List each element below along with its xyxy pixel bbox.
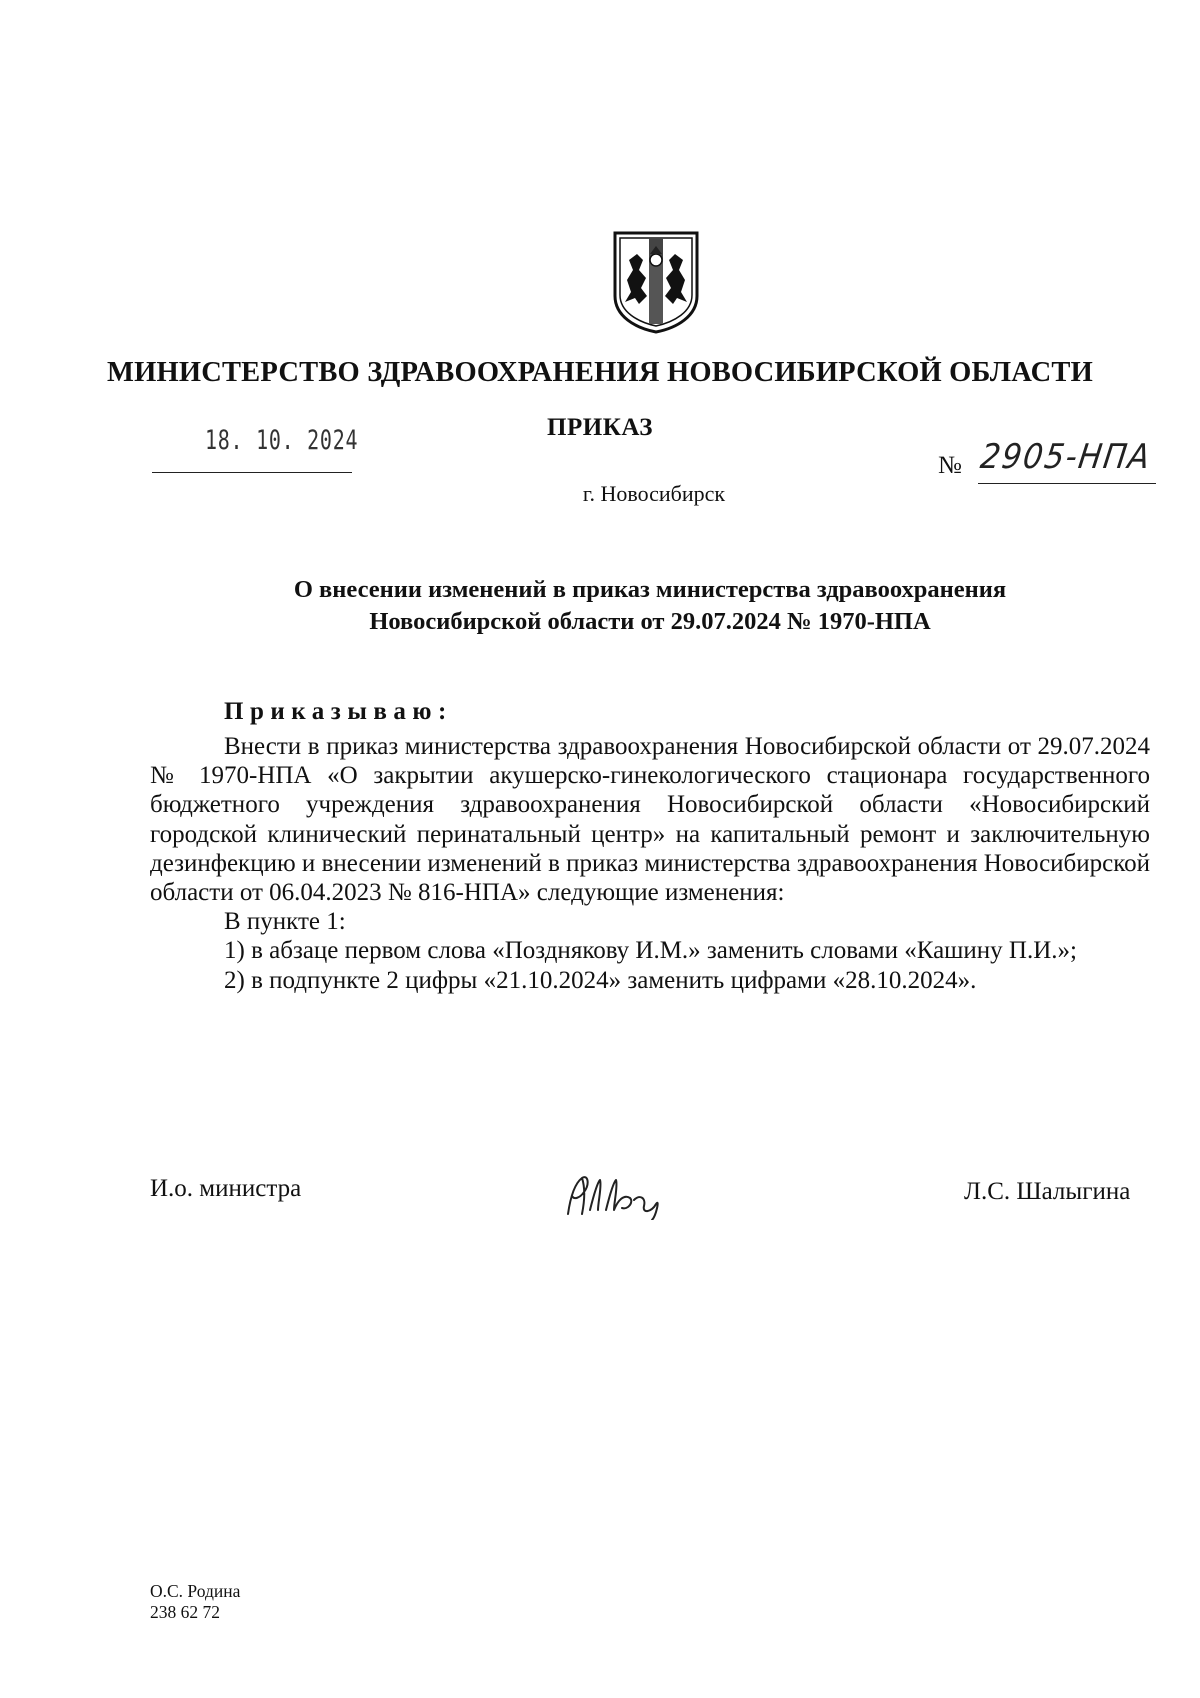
signer-title: И.о. министра [150, 1175, 302, 1202]
body-paragraph-3: 1) в абзаце первом слова «Позднякову И.М.» заменить словами «Кашину П.И.»; [224, 937, 1077, 965]
coat-of-arms-icon [611, 230, 701, 334]
signer-name: Л.С. Шалыгина [964, 1178, 1131, 1205]
decree-word: Приказываю: [224, 698, 453, 725]
executor-phone: 238 62 72 [150, 1602, 220, 1622]
body-paragraph-1: Внести в приказ министерства здравоохранения Новосибирской области от 29.07.2024 № 1970-НПА «О закрытии акушерско-гинекологического стационара государственного бюджетного учреждения здравоохранения Новосибирской области «Новосибирский городской клинический перинатальный центр» на капитальный ремонт и заключительную дезинфекцию и внесении изменений в приказ министерства здравоохранения Новосибирской области от 06.04.2023 № 816-НПА» следующие изменения: [150, 733, 1150, 907]
document-date: 18. 10. 2024 [205, 425, 359, 456]
number-label: № [938, 452, 962, 479]
handwritten-signature-icon [560, 1170, 680, 1220]
executor-info [150, 1581, 240, 1623]
document-type: ПРИКАЗ [547, 414, 653, 441]
document-subject [150, 574, 1150, 638]
subject-line-1: О внесении изменений в приказ министерства здравоохранения [293, 576, 1007, 603]
body-paragraph-4: 2) в подпункте 2 цифры «21.10.2024» заменить цифрами «28.10.2024». [224, 966, 977, 994]
city: г. Новосибирск [582, 481, 726, 506]
document-body [150, 732, 1150, 995]
document-number: 2905-НПА [978, 437, 1154, 477]
ministry-name: МИНИСТЕРСТВО ЗДРАВООХРАНЕНИЯ НОВОСИБИРСКОЙ ОБЛАСТИ [106, 357, 1093, 388]
subject-line-2: Новосибирской области от 29.07.2024 № 1970-НПА [369, 608, 931, 635]
executor-name: О.С. Родина [150, 1581, 241, 1601]
date-underline [152, 472, 352, 473]
body-paragraph-2: В пункте 1: [224, 908, 346, 936]
